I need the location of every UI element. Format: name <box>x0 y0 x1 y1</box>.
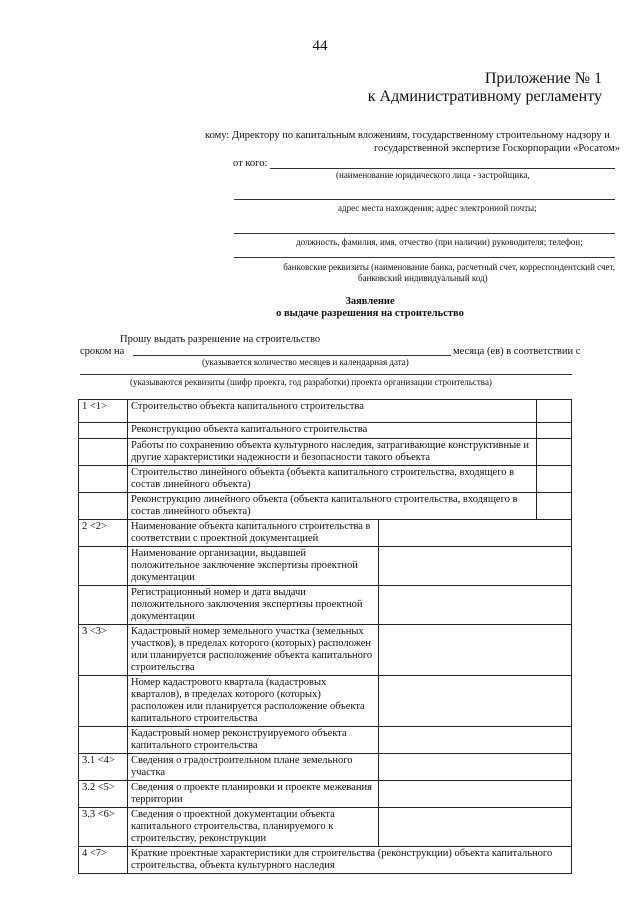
row-description: Номер кадастрового квартала (кадастровых кварталов), в пределах которого (которых) расположен или планируется расположение объекта капитального строительства <box>128 676 379 727</box>
row-value-field[interactable] <box>379 781 572 808</box>
table-row <box>79 520 572 547</box>
term-hint: (указывается количество месяцев и календарная дата) <box>202 357 409 367</box>
row-number <box>79 586 128 625</box>
row-number <box>79 439 128 466</box>
row-number <box>79 493 128 520</box>
row-number: 3.1 <4> <box>79 754 128 781</box>
document-title: Заявление <box>345 296 395 307</box>
from-hint-1: (наименование юридического лица - застройщика, <box>336 170 530 180</box>
row-number: 3.3 <6> <box>79 808 128 847</box>
table-row <box>79 547 572 586</box>
term-suffix: месяца (ев) в соответствии с <box>453 346 581 357</box>
row-description: Строительство объекта капитального строительства <box>128 400 537 423</box>
table-row <box>79 466 572 493</box>
row-value-field[interactable] <box>379 808 572 847</box>
row-description: Наименование объекта капитального строительства в соответствии с проектной документацией <box>128 520 379 547</box>
table-row <box>79 808 572 847</box>
row-description: Сведения о градостроительном плане земельного участка <box>128 754 379 781</box>
row-value-field[interactable] <box>379 754 572 781</box>
table-row <box>79 493 572 520</box>
row-description: Работы по сохранению объекта культурного наследия, затрагивающие конструктивные и другие характеристики надежности и безопасности такого объекта <box>128 439 537 466</box>
row-description: Регистрационный номер и дата выдачи положительного заключения экспертизы проектной документации <box>128 586 379 625</box>
term-field[interactable] <box>133 355 451 356</box>
table-row <box>79 625 572 676</box>
row-number <box>79 676 128 727</box>
row-number: 4 <7> <box>79 847 128 874</box>
row-number <box>79 423 128 439</box>
row-checkbox-cell[interactable] <box>537 493 572 520</box>
row-number: 3.2 <5> <box>79 781 128 808</box>
row-description: Краткие проектные характеристики для строительства (реконструкции) объекта капитального строительства, объекта культурного наследия <box>128 847 572 874</box>
row-number <box>79 727 128 754</box>
row-checkbox-cell[interactable] <box>537 423 572 439</box>
table-row <box>79 586 572 625</box>
row-number: 3 <3> <box>79 625 128 676</box>
row-number <box>79 547 128 586</box>
from-label: от кого: <box>233 158 268 169</box>
row-description: Строительство линейного объекта (объекта капитального строительства, входящего в состав линейного объекта) <box>128 466 537 493</box>
table-row <box>79 781 572 808</box>
row-number <box>79 466 128 493</box>
row-description: Наименование организации, выдавшей положительное заключение экспертизы проектной документации <box>128 547 379 586</box>
recipient-line-1: кому: Директору по капитальным вложениям, государственному строительному надзору и <box>205 130 610 141</box>
appendix-subtitle: к Административному регламенту <box>367 88 602 105</box>
table-row <box>79 423 572 439</box>
row-value-field[interactable] <box>379 520 572 547</box>
row-description: Кадастровый номер земельного участка (земельных участков), в пределах которого (которых) расположен или планируется расположение объекта капитального строительства <box>128 625 379 676</box>
from-hint-4a: банковские реквизиты (наименование банка, расчетный счет, корреспондентский счет, <box>283 262 615 272</box>
row-description: Сведения о проектной документации объекта капитального строительства, планируемого к строительству, реконструкции <box>128 808 379 847</box>
application-table <box>78 399 572 874</box>
table-row <box>79 754 572 781</box>
from-field-line-1[interactable] <box>270 168 615 169</box>
row-number: 2 <2> <box>79 520 128 547</box>
table-row <box>79 439 572 466</box>
project-hint: (указываются реквизиты (шифр проекта, год разработки) проекта организации строительства) <box>130 377 492 387</box>
table-row <box>79 847 572 874</box>
table-row <box>79 727 572 754</box>
from-hint-2: адрес места нахождения; адрес электронной почты; <box>338 203 537 213</box>
from-field-line-3[interactable] <box>234 233 615 234</box>
row-value-field[interactable] <box>379 586 572 625</box>
row-value-field[interactable] <box>379 676 572 727</box>
term-label: сроком на <box>80 346 125 357</box>
row-description: Реконструкцию линейного объекта (объекта капитального строительства, входящего в состав линейного объекта) <box>128 493 537 520</box>
table-row <box>79 400 572 423</box>
from-field-line-2[interactable] <box>234 199 615 200</box>
from-hint-3: должность, фамилия, имя, отчество (при наличии) руководителя; телефон; <box>296 237 583 247</box>
page-number: 44 <box>312 38 328 54</box>
from-hint-4b: банковский индивидуальный код) <box>358 273 488 283</box>
from-field-line-4[interactable] <box>234 257 615 258</box>
project-field[interactable] <box>80 374 572 375</box>
row-checkbox-cell[interactable] <box>537 400 572 423</box>
appendix-title: Приложение № 1 <box>484 70 602 87</box>
request-text: Прошу выдать разрешение на строительство <box>120 334 321 345</box>
row-description: Кадастровый номер реконструируемого объекта капитального строительства <box>128 727 379 754</box>
row-checkbox-cell[interactable] <box>537 439 572 466</box>
recipient-line-2: государственной экспертизе Госкорпорации «Росатом» <box>373 143 620 154</box>
row-number: 1 <1> <box>79 400 128 423</box>
row-description: Сведения о проекте планировки и проекте межевания территории <box>128 781 379 808</box>
row-value-field[interactable] <box>379 547 572 586</box>
row-description: Реконструкцию объекта капитального строительства <box>128 423 537 439</box>
row-value-field[interactable] <box>379 727 572 754</box>
row-checkbox-cell[interactable] <box>537 466 572 493</box>
table-row <box>79 676 572 727</box>
document-subtitle: о выдаче разрешения на строительство <box>276 308 464 319</box>
row-value-field[interactable] <box>379 625 572 676</box>
